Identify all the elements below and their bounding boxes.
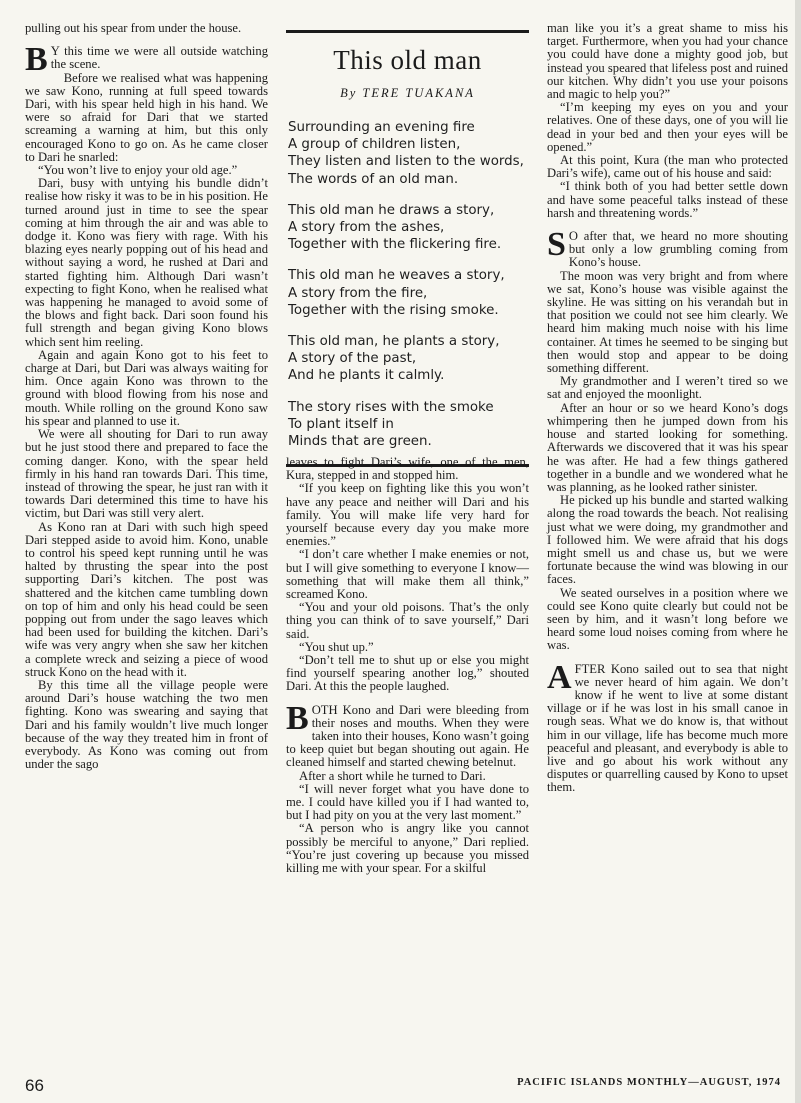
paragraph: By this time all the village people were around Dari’s house watching the two men fighting. Kono was swearing and saying that Dari and his family wouldn’t live much longer because of the way they treated him in front of everybody. As Kono was coming out from under the sago [25,677,268,772]
paragraph: man like you it’s a great shame to miss his target. Furthermore, when you had your chance you could have done a mighty good job, but instead you speared that lifeless post and ruined our kitchen. Why didn’t you use your poisons and magic to help you?” [547,21,788,102]
paragraph: “I’m keeping my eyes on you and your relatives. One of these days, one of you will lie dead in your bed and then your eyes will be opened.” [547,100,788,154]
paragraph: leaves to fight Dari’s wife, one of the men, Kura, stepped in and stopped him. [286,455,529,483]
paragraph: We were all shouting for Dari to run away but he just stood there and prepared to face the coming danger. Kono, with the spear held firmly in his hand ran towards Dari. This time, instead of throwing the spear, he just ran with it towards Dari determined this time to have his victim, but Dari was still very alert. [25,427,268,521]
poem-stanza [288,202,529,254]
article-column-2 [286,456,529,875]
poem-line: To plant itself in [288,416,394,432]
paragraph-text: Kono sailed out to sea that night we never heard of him again. We don’t know if he went to live at some distant village or if he was lost in his small canoe in rough seas. What we do know is, that without him in our village, life has become much more peaceful and pleasant, and everybody is able to live and go about his work without any disputes or quarrelling caused by Kono to upset them. [547,661,788,795]
poem-line: A story from the ashes, [288,220,445,236]
dropcap-paragraph [547,658,788,795]
poem-line: Minds that are green. [288,434,432,450]
page-edge [795,0,801,1103]
drop-cap: A [547,658,572,696]
paragraph: “Don’t tell me to shut up or else you might find yourself spearing another log,” shouted Dari. At this the people laughed. [286,653,529,694]
drop-cap-word: O [568,229,579,244]
poem-stanza [288,267,529,319]
article-column-3 [547,22,788,795]
drop-cap: B [286,699,309,737]
paragraph-text: this time we were all outside watching the scene. [50,44,268,72]
dropcap-paragraph [547,226,788,270]
poem-byline: By TERE TUAKANA [340,86,475,100]
paragraph: “I don’t care whether I make enemies or not, but I will give something to everyone I know—something that will make them all think,” screamed Kono. [286,547,529,602]
paragraph: “I will never forget what you have done to me. I could have killed you if I had wanted to, but I had pity on you at the very last moment.” [286,781,529,823]
paragraph: “You and your old poisons. That’s the only thing you can think of to save yourself,” Dari said. [286,600,529,641]
paragraph: Dari, busy with untying his bundle didn’t realise how risky it was to be in his position. He turned around just in time to see the spear coming at him through the air and was able to dodge it. Kono was fiery with rage. With his blazing eyes nearly popping out of his head and without saying a word, he rushed at Dari and started fighting him. Although Dari wasn’t expecting to fight Kono, when he realised what was happening he managed to avoid some of the blows and fight back. Dari soon found his full strength and began giving Kono blows which sent him reeling. [25,176,268,349]
paragraph: “You won’t live to enjoy your old age.” [38,163,238,178]
dropcap-paragraph [25,41,268,79]
poem-title: This old man [333,45,482,75]
paragraph: Again and again Kono got to his feet to charge at Dari, but Dari was always waiting for him. Once again Kono was thrown to the ground with blood flowing from his nose and mouth. While rolling on the ground Kono saw his spear and planned to use it. [25,347,268,428]
drop-cap-word: FTER [574,661,606,676]
paragraph-text: after that, we heard no more shouting but only a low grumbling coming from Kono’s house. [568,229,788,270]
top-rule [286,30,529,33]
paragraph: The moon was very bright and from where we sat, Kono’s house was visible against the skyline. He was sitting on his verandah but in that position we could not see him clearly. We heard him making much noise with his lime container. At times he seemed to be singing but then would stop and appear to be doing something different. [547,268,788,376]
paragraph: We seated ourselves in a position where we could see Kono quite clearly but could not be seen by him, and it wasn’t long before we heard some loud noises coming from where he was. [547,585,788,653]
drop-cap: S [547,226,566,264]
poem-line: This old man, he plants a story, [288,334,500,350]
poem-line: The words of an old man. [288,171,459,187]
paragraph: After a short while he turned to Dari. [299,768,486,783]
paragraph: pulling out his spear from under the house. [25,21,242,35]
dropcap-paragraph [286,699,529,770]
poem-line: A story from the fire, [288,285,428,301]
paragraph: “You shut up.” [299,639,374,654]
paragraph: “If you keep on fighting like this you won’t have any peace and neither will Dari and his family. You will make life very hard for yourself because every day you make more enemies.” [286,481,529,549]
paragraph: “I think both of you had better settle down and have some peaceful talks instead of these harsh and threatening words.” [547,179,788,220]
drop-cap: B [25,41,48,79]
poem-stanza [288,399,529,451]
poem-box [286,30,529,467]
poem-line: Together with the rising smoke. [288,302,499,318]
page-number: 66 [25,1076,44,1095]
paragraph: “A person who is angry like you cannot possibly be merciful to anyone,” Dari replied. “You’re just covering up because you missed killing me with your spear. For a skilful [286,821,529,876]
poem-body [286,119,529,450]
drop-cap-word: OTH [311,702,338,717]
paragraph: At this point, Kura (the man who protected Dari’s wife), came out of his house and said: [547,153,788,181]
paragraph: He picked up his bundle and started walking along the road towards the beach. Not realising just what we were doing, my grandmother and I followed him. We were afraid that his dogs might smell us and chase us, but we were fortunate because the wind was blowing in our faces. [547,493,788,587]
poem-line: A story of the past, [288,351,417,367]
article-column-1 [25,22,268,771]
poem-line: This old man he draws a story, [288,202,495,218]
poem-line: They listen and listen to the words, [288,154,524,170]
poem-line: This old man he weaves a story, [288,268,505,284]
drop-cap-word: Y [50,44,60,59]
paragraph: After an hour or so we heard Kono’s dogs whimpering then he jumped down from his house and started looking for something. Afterwards we discovered that it was his spear he was after. He had a few things gathered together in a bundle and we wondered what he was planning, as he looked rather sinister. [547,400,788,494]
poem-stanza [288,333,529,385]
poem-line: Together with the flickering fire. [288,237,502,253]
poem-stanza [288,119,529,188]
magazine-footer: PACIFIC ISLANDS MONTHLY—AUGUST, 1974 [517,1077,781,1088]
paragraph: Before we realised what was happening we saw Kono, running at full speed towards Dari, with his spear held high in his hand. We were so afraid for Dari that we started screaming a warning at him, but this only encouraged Kono to go on. As he came closer to Dari he snarled: [25,70,268,164]
paragraph: As Kono ran at Dari with such high speed Dari stepped aside to avoid him. Kono, unable to control his speed kept running until he was halted by thrusting the spear into the post supporting Dari’s kitchen. The post was shattered and the kitchen came tumbling down on top of him and only his head could be seen popping out from under the sago leaves which had been used for building the kitchen. Dari’s wife was very angry when she saw her kitchen a complete wreck and seizing a piece of wood struck Kono on the head with it. [25,519,268,679]
poem-line: And he plants it calmly. [288,368,445,384]
paragraph-text: Kono and Dari were bleeding from their noses and mouths. When they were taken into their houses, Kono wasn’t going to keep quiet but began shouting out again. He cleaned himself and started chewing betelnut. [286,702,529,770]
paragraph: My grandmother and I weren’t tired so we sat and enjoyed the moonlight. [547,374,788,402]
poem-line: A group of children listen, [288,137,461,153]
poem-line: Surrounding an evening fire [288,120,475,135]
poem-line: The story rises with the smoke [288,399,494,415]
